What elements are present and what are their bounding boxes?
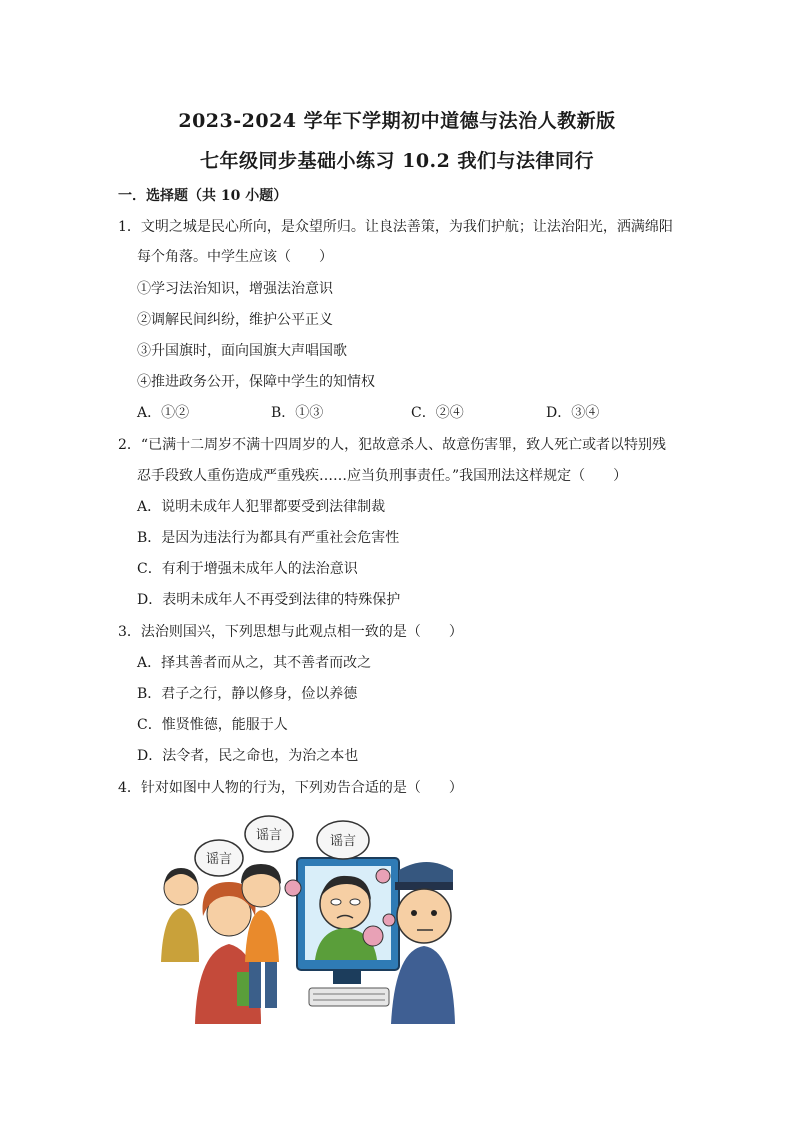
rumor-bubble-text-3: 谣言 <box>329 834 357 849</box>
rumor-bubble-text-2: 谣言 <box>255 828 283 843</box>
question-1-text: 1．文明之城是民心所向，是众望所归。让良法善策，为我们护航；让法治阳光，洒满绵阳 <box>118 219 673 235</box>
option-a: A．择其善者而从之，其不善者而改之 <box>137 655 372 671</box>
statement-2: ②调解民间纠纷，维护公平正义 <box>137 312 333 328</box>
option-b: B．①③ <box>271 405 324 421</box>
option-c: C．惟贤惟德，能服于人 <box>137 717 288 733</box>
question-2-text: 2．“已满十二周岁不满十四周岁的人，犯故意杀人、故意伤害罪，致人死亡或者以特别残 <box>118 437 667 453</box>
question-2-text-cont: 忍手段致人重伤造成严重残疾……应当负刑事责任。”我国刑法这样规定（ ） <box>137 468 628 484</box>
statement-4: ④推进政务公开，保障中学生的知情权 <box>137 374 375 390</box>
page-title: 2023-2024 学年下学期初中道德与法治人教新版 <box>178 110 616 132</box>
rumor-cartoon-illustration <box>137 812 455 1024</box>
option-d: D．法令者，民之命也，为治之本也 <box>137 748 359 764</box>
section-heading: 一．选择题（共 10 小题） <box>118 188 288 204</box>
option-c: C．有利于增强未成年人的法治意识 <box>137 561 358 577</box>
question-3-text: 3．法治则国兴，下列思想与此观点相一致的是（ ） <box>118 624 463 640</box>
rumor-bubble-text-1: 谣言 <box>205 852 233 867</box>
option-b: B．是因为违法行为都具有严重社会危害性 <box>137 530 400 546</box>
option-a: A．①② <box>137 405 190 421</box>
option-c: C．②④ <box>411 405 464 421</box>
option-b: B．君子之行，静以修身，俭以养德 <box>137 686 358 702</box>
option-d: D．③④ <box>546 405 600 421</box>
question-4-text: 4．针对如图中人物的行为，下列劝告合适的是（ ） <box>118 780 463 796</box>
page-subtitle: 七年级同步基础小练习 10.2 我们与法律同行 <box>199 150 594 172</box>
statement-3: ③升国旗时，面向国旗大声唱国歌 <box>137 343 347 359</box>
statement-1: ①学习法治知识，增强法治意识 <box>137 281 333 297</box>
option-a: A．说明未成年人犯罪都要受到法律制裁 <box>137 499 386 515</box>
question-1-text-cont: 每个角落。中学生应该（ ） <box>137 249 333 265</box>
option-d: D．表明未成年人不再受到法律的特殊保护 <box>137 592 401 608</box>
